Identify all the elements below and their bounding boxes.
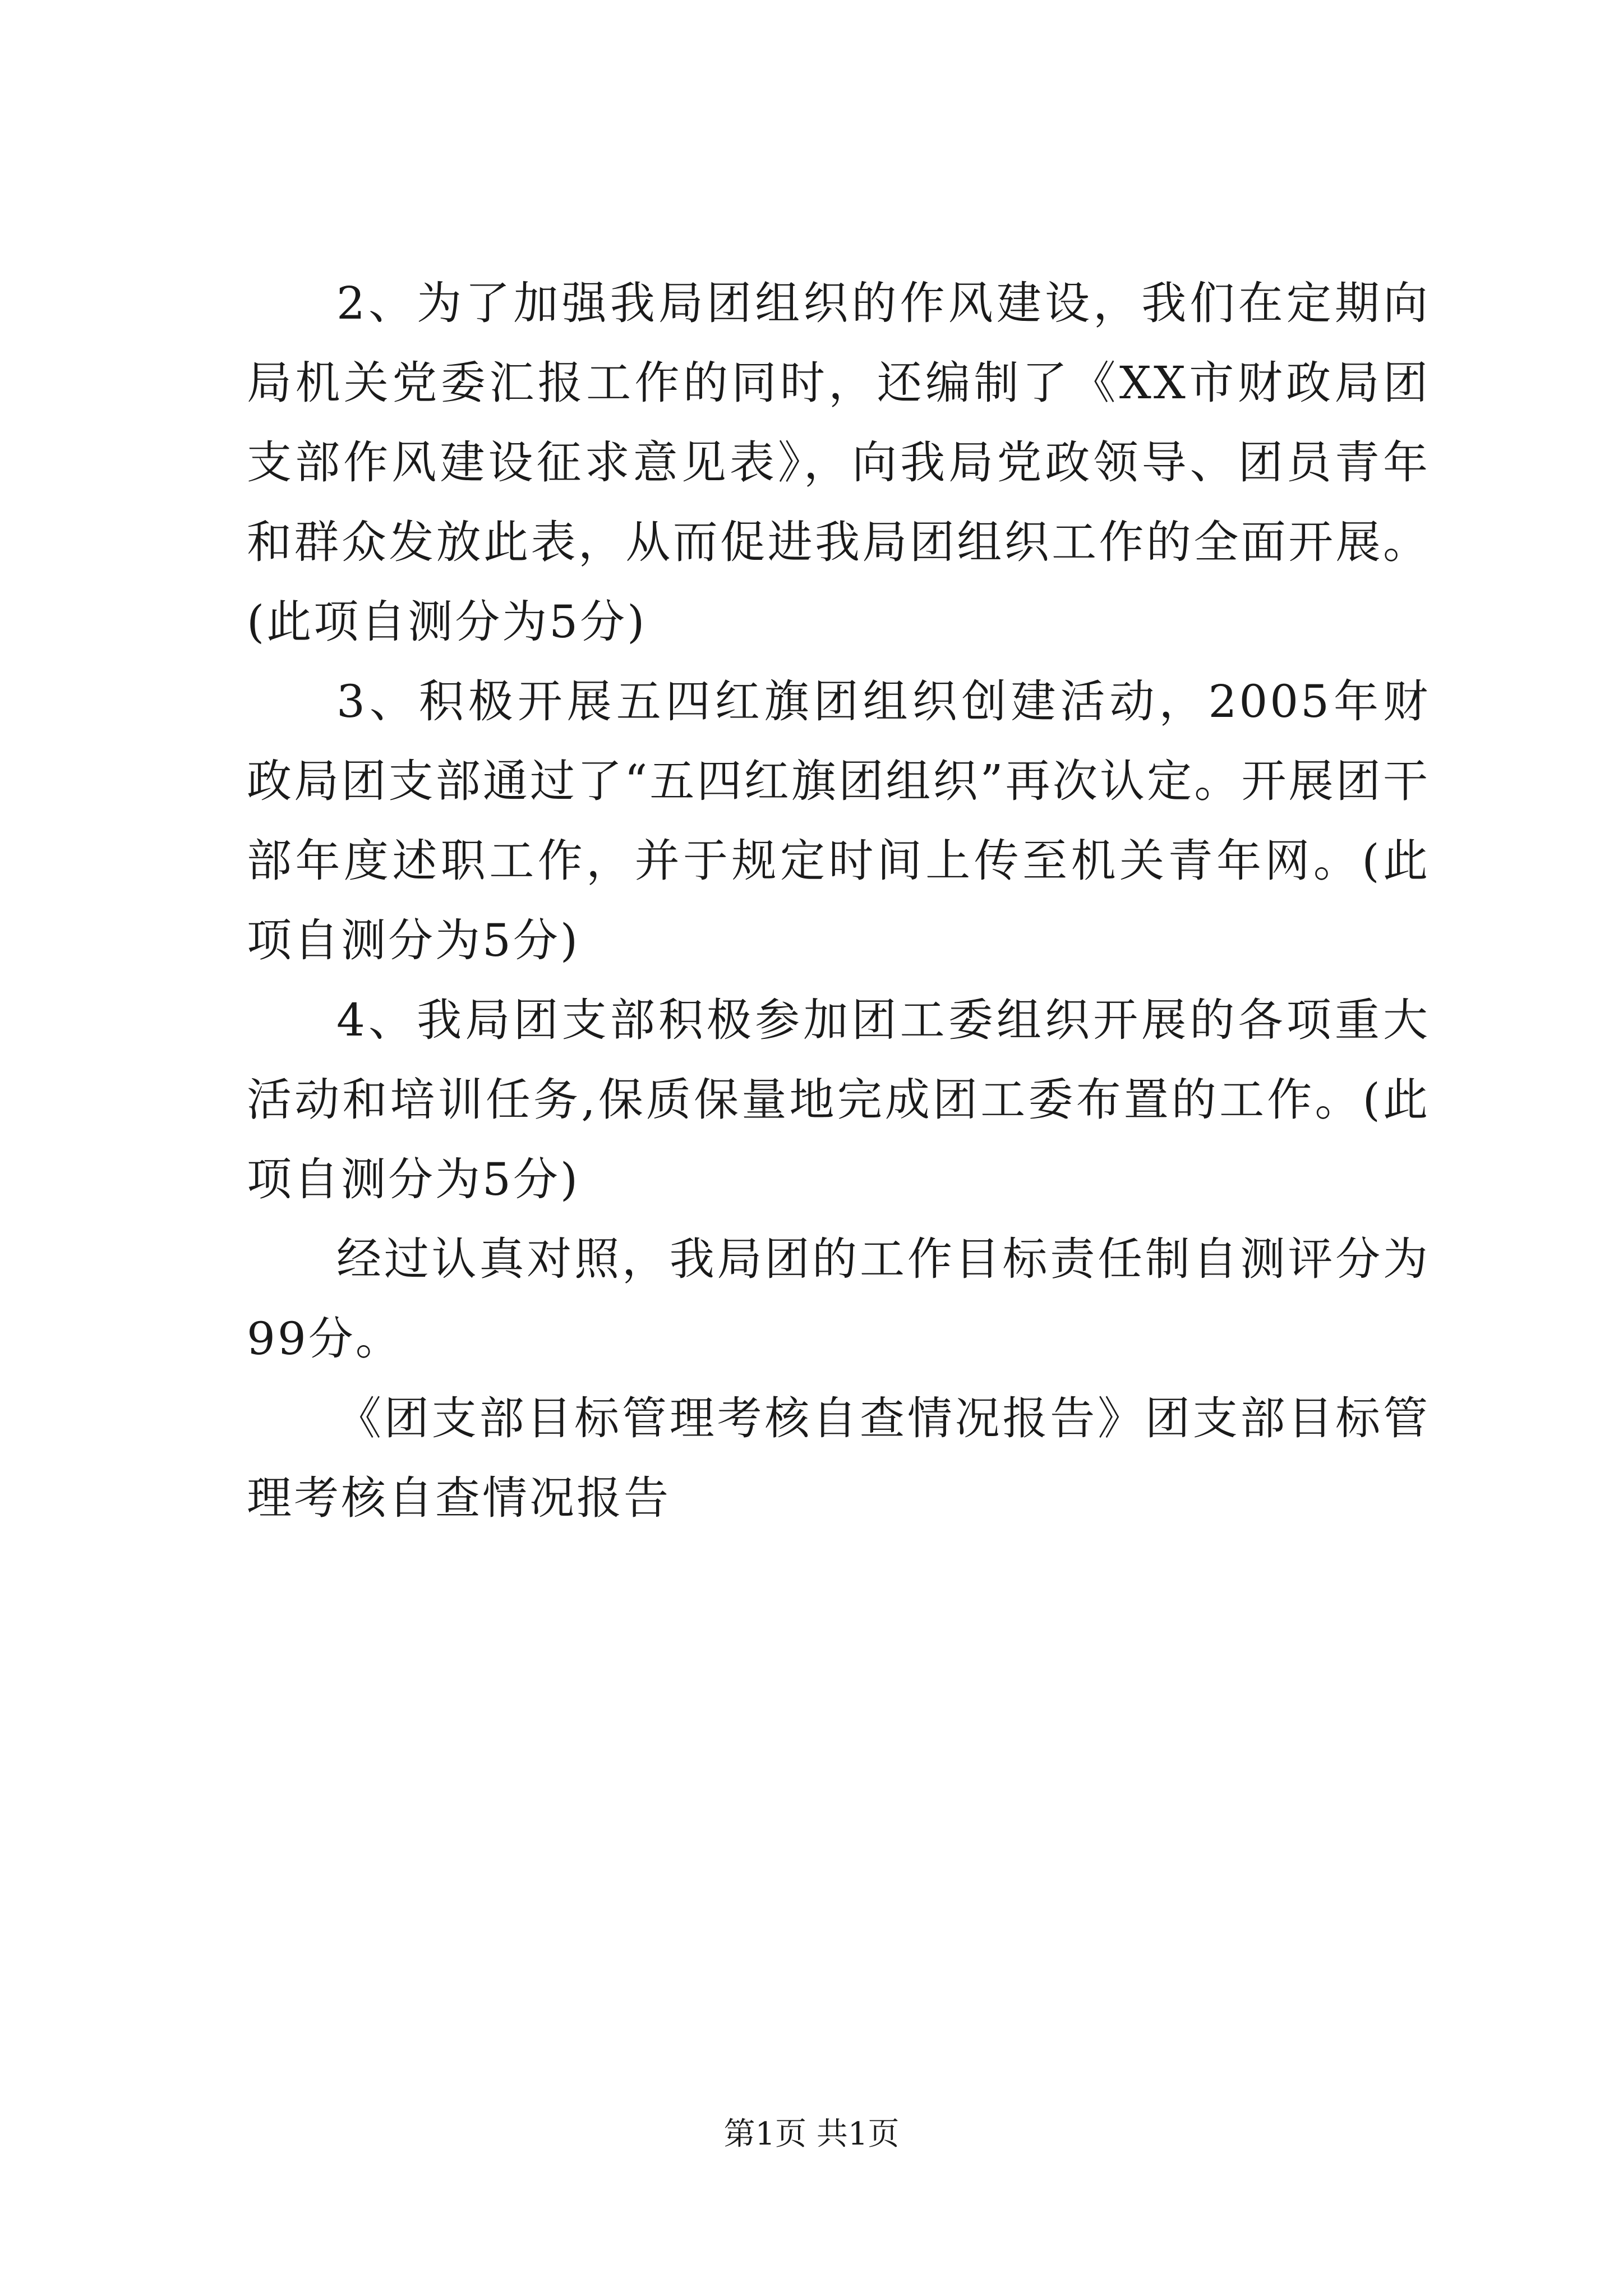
page-footer: 第1页 共1页 [723, 2116, 900, 2152]
paragraph-2: 2、为了加强我局团组织的作风建设，我们在定期向局机关党委汇报工作的同时，还编制了《XX市财政局团支部作风建设征求意见表》，向我局党政领导、团员青年和群众发放此表，从而促进我局团组织工作的全面开展。(此项自测分为5分) [247, 277, 1430, 648]
paragraph-4: 4、我局团支部积极参加团工委组织开展的各项重大活动和培训任务,保质保量地完成团工委布置的工作。(此项自测分为5分) [247, 994, 1430, 1205]
document-body [247, 264, 1430, 1538]
paragraph-summary: 经过认真对照，我局团的工作目标责任制自测评分为99分。 [247, 1233, 1430, 1365]
paragraph-report-title: 《团支部目标管理考核自查情况报告》团支部目标管理考核自查情况报告 [247, 1392, 1430, 1524]
paragraph-3: 3、积极开展五四红旗团组织创建活动，2005年财政局团支部通过了“五四红旗团组织”再次认定。开展团干部年度述职工作，并于规定时间上传至机关青年网。(此项自测分为5分) [247, 675, 1430, 967]
